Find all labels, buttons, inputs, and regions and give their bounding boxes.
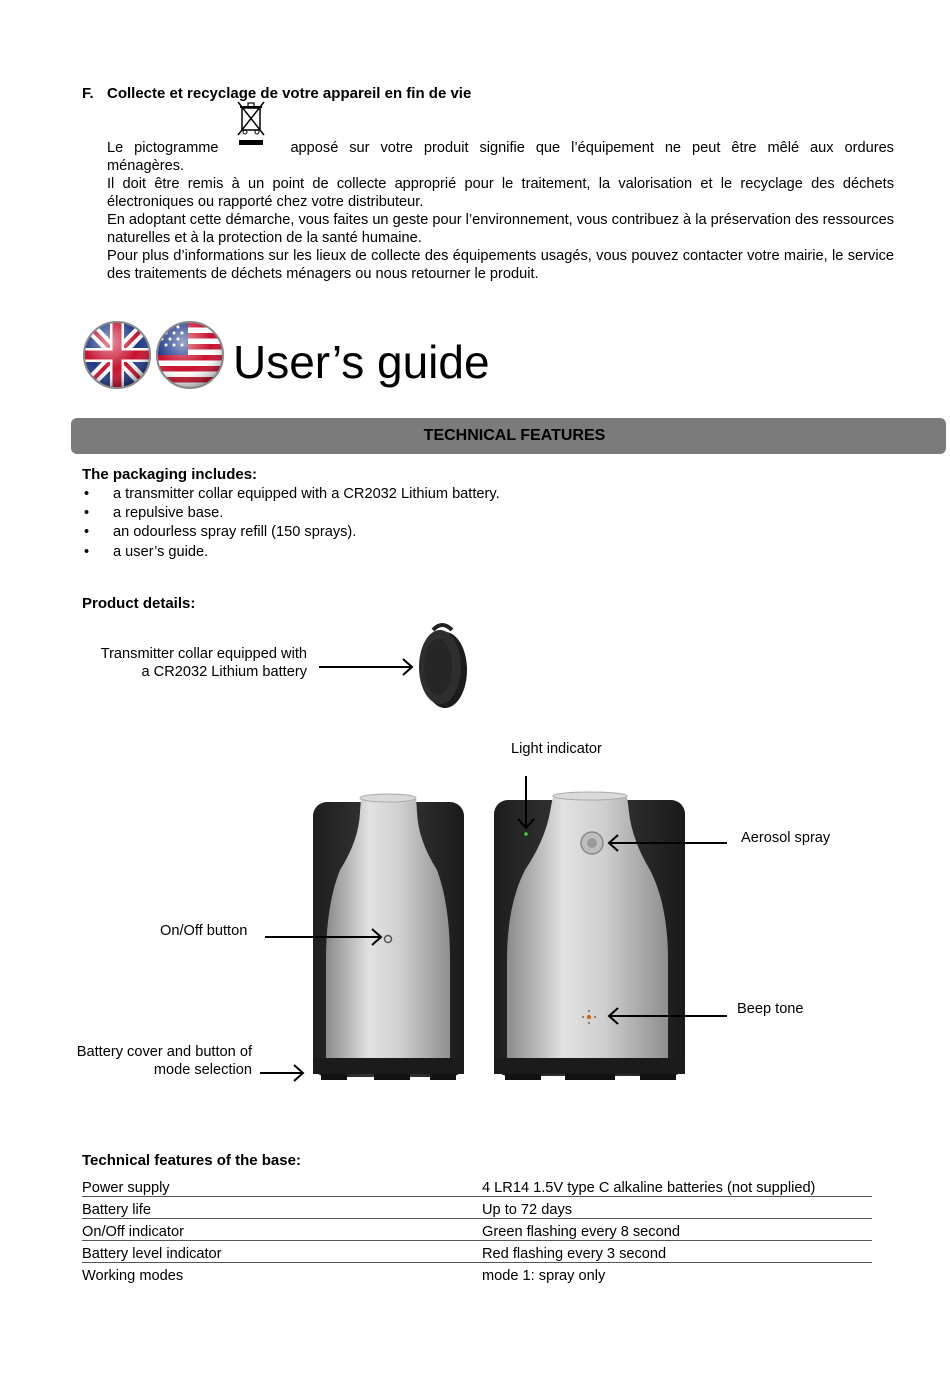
- battery-cover-label: Battery cover and button of mode selection: [76, 1044, 252, 1078]
- list-item: • a repulsive base.: [82, 504, 500, 523]
- spec-key: Power supply: [82, 1175, 482, 1197]
- collar-label: Transmitter collar equipped with a CR2032 Lithium battery: [100, 646, 307, 680]
- recycling-paragraph-2: Il doit être remis à un point de collecte approprié pour le traitement, la valorisation et le recyclage des déchets électroniques ou rapporté chez votre distributeur.: [107, 176, 894, 210]
- section-f-heading: [82, 85, 471, 102]
- table-row: [82, 1241, 872, 1263]
- us-flag-icon: [154, 319, 226, 391]
- uk-flag-icon: [82, 319, 152, 391]
- green-light-indicator: [524, 832, 528, 836]
- section-letter: F.: [82, 85, 94, 102]
- packaging-list: [82, 485, 500, 562]
- spec-key: Battery life: [82, 1197, 482, 1219]
- spec-value: Red flashing every 3 second: [482, 1241, 872, 1263]
- users-guide-title: User’s guide: [233, 336, 490, 388]
- banner-title: TECHNICAL FEATURES: [423, 427, 606, 444]
- section-f-title: Collecte et recyclage de votre appareil en fin de vie: [107, 85, 472, 102]
- recycling-paragraph-1-end: ménagères.: [107, 158, 185, 174]
- specs-title: Technical features of the base:: [82, 1152, 301, 1169]
- table-row: [82, 1197, 872, 1219]
- onoff-button-label: On/Off button: [160, 923, 248, 939]
- list-item: • a user’s guide.: [82, 543, 500, 562]
- product-details-title: Product details:: [82, 595, 196, 612]
- technical-features-banner: [71, 418, 946, 454]
- recycling-paragraph-4: Pour plus d’informations sur les lieux de collecte des équipements usagés, vous pouvez contacter votre mairie, le service des traitements de déchets ménagers ou nous retourner le produit.: [107, 248, 894, 282]
- spec-key: On/Off indicator: [82, 1219, 482, 1241]
- table-row: [82, 1175, 872, 1197]
- product-illustration: [0, 610, 950, 1100]
- base-front-view: [494, 792, 685, 1080]
- table-row: [82, 1219, 872, 1241]
- recycling-paragraph-1: Le pictogramme apposé sur votre produit signifie que l’équipement ne peut être mêlé aux ordures: [107, 138, 894, 157]
- transmitter-collar: [419, 625, 467, 708]
- table-row: [82, 1263, 872, 1285]
- specs-table: [82, 1175, 872, 1284]
- beep-tone-label: Beep tone: [737, 1001, 804, 1017]
- spec-key: Working modes: [82, 1268, 184, 1284]
- spec-value: Green flashing every 8 second: [482, 1219, 872, 1241]
- light-indicator-label: Light indicator: [511, 741, 602, 757]
- list-item: • a transmitter collar equipped with a CR2032 Lithium battery.: [82, 485, 500, 504]
- spec-value: mode 1: spray only: [482, 1268, 606, 1284]
- packaging-title: The packaging includes:: [82, 466, 258, 483]
- list-item: • an odourless spray refill (150 sprays).: [82, 523, 500, 542]
- recycling-text: [107, 138, 894, 283]
- spec-key: Battery level indicator: [82, 1241, 482, 1263]
- spec-value: Up to 72 days: [482, 1197, 872, 1219]
- aerosol-spray-label: Aerosol spray: [741, 830, 831, 846]
- spec-value: 4 LR14 1.5V type C alkaline batteries (not supplied): [482, 1175, 872, 1197]
- recycling-paragraph-3: En adoptant cette démarche, vous faites un geste pour l’environnement, vous contribuez à la préservation des ressources naturelles et à la protection de la santé humaine.: [107, 212, 894, 246]
- weee-bin-icon: [229, 138, 279, 152]
